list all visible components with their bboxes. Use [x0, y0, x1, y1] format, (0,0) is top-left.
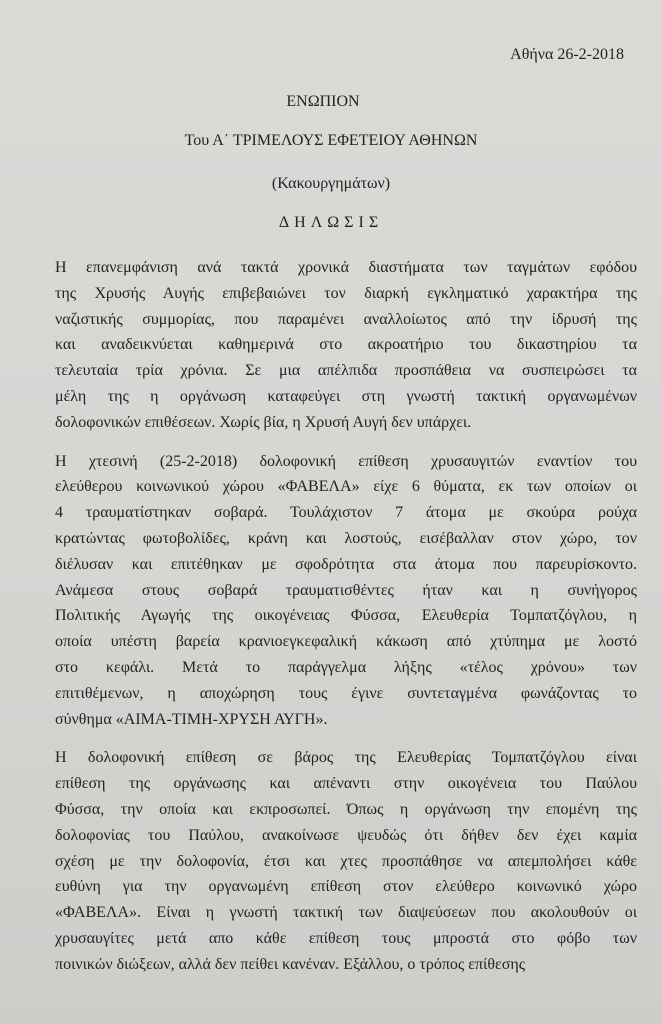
- paragraph-line: 4 τραυματίστηκαν σοβαρά. Τουλάχιστον 7 άτομα με σκούρα ρούχα: [55, 504, 637, 522]
- paragraph: [55, 449, 637, 733]
- paragraph-line: ναζιστικής συμμορίας, που παραμένει αναλλοίωτος από την ίδρυσή της: [55, 310, 637, 328]
- paragraph: [55, 745, 637, 977]
- paragraph-line: κρατώντας φωτοβολίδες, κράνη και λοστούς, εισέβαλλαν στον χώρο, τον: [55, 529, 637, 547]
- heading-court: Του Α΄ ΤΡΙΜΕΛΟΥΣ ΕΦΕΤΕΙΟΥ ΑΘΗΝΩΝ: [184, 132, 478, 149]
- paragraph-line: Η χτεσινή (25-2-2018) δολοφονική επίθεση χρυσαυγιτών εναντίον του: [55, 452, 637, 470]
- paragraph-line: Η δολοφονική επίθεση σε βάρος της Ελευθερίας Τομπατζόγλου είναι: [55, 749, 637, 767]
- paragraph-line: ευθύνη για την οργανωμένη επίθεση στον ελεύθερο κοινωνικό χώρο: [55, 878, 637, 896]
- paragraph-line: Ανάμεσα στους σοβαρά τραυματισθέντες ήταν και η συνήγορος: [55, 581, 637, 599]
- paragraph-line: τελευταία τρία χρόνια. Σε μια απέλπιδα προσπάθεια να συσπειρώσει τα: [55, 362, 637, 380]
- paragraph-line: ελεύθερου κοινωνικού χώρου «ΦΑΒΕΛΑ» είχε 6 θύματα, εκ των οποίων οι: [55, 478, 637, 496]
- document-date: Αθήνα 26-2-2018: [510, 46, 624, 63]
- paragraph-line: Πολιτικής Αγωγής της οικογένειας Φύσσα, Ελευθερία Τομπατζόγλου, η: [55, 607, 637, 625]
- paragraph-line: της Χρυσής Αυγής επιβεβαιώνει τον διαρκή εγκληματικό χαρακτήρα της: [55, 284, 637, 302]
- paragraph-line: διέλυσαν και επιτέθηκαν με σφοδρότητα στα άτομα που παρευρίσκοντο.: [55, 555, 637, 573]
- paragraph-line: μέλη της η οργάνωση καταφεύγει στη γνωστή τακτική οργανωμένων: [55, 387, 637, 405]
- paragraph-line: «ΦΑΒΕΛΑ». Είναι η γνωστή τακτική των διαψεύσεων που ακολουθούν οι: [55, 904, 637, 922]
- paragraph-line: σχέση με την δολοφονία, έτσι και χτες προσπάθησε να απεμπολήσει κάθε: [55, 852, 637, 870]
- paragraph-line: οποία υπέστη βαρεία κρανιοεγκεφαλική κάκωση από χτύπημα με λοστό: [55, 633, 637, 651]
- heading-court-type: (Κακουργημάτων): [271, 175, 391, 192]
- paragraph-line: δολοφονικών επιθέσεων. Χωρίς βία, η Χρυσή Αυγή δεν υπάρχει.: [55, 413, 472, 431]
- paragraph-line: ποινικών διώξεων, αλλά δεν πείθει κανέναν. Εξάλλου, ο τρόπος επίθεσης: [55, 955, 526, 973]
- paragraph-line: σύνθημα «ΑΙΜΑ-ΤΙΜΗ-ΧΡΥΣΗ ΑΥΓΗ».: [55, 710, 328, 728]
- paragraph-line: και αναδεικνύεται καθημερινά στο ακροατήριο του δικαστηρίου τα: [55, 336, 637, 354]
- paragraph-line: Φύσσα, την οποία και εκπροσωπεί. Όπως η οργάνωση την επομένη της: [55, 800, 637, 818]
- paragraph-line: χρυσαυγίτες μετά απο κάθε επίθεση τους μπροστά στο φόβο των: [55, 929, 637, 947]
- paragraph-line: στο κεφάλι. Μετά το παράγγελμα λήξης «τέλος χρόνου» των: [55, 658, 637, 676]
- heading-enopion: ΕΝΩΠΙΟΝ: [286, 93, 360, 110]
- paragraph-line: επιτιθέμενων, η αποχώρηση τους έγινε συντεταγμένα φωνάζοντας το: [55, 684, 637, 702]
- heading-declaration: ΔΗΛΩΣΙΣ: [278, 214, 384, 231]
- document-body: [55, 255, 637, 991]
- paragraph-line: δολοφονίας του Παύλου, ανακοίνωσε ψευδώς ότι δήθεν δεν έχει καμία: [55, 826, 637, 844]
- paragraph-line: Η επανεμφάνιση ανά τακτά χρονικά διαστήματα των ταγμάτων εφόδου: [55, 259, 637, 276]
- paragraph-line: επίθεση της οργάνωσης και απέναντι στην οικογένεια του Παύλου: [55, 775, 637, 793]
- paragraph: [55, 255, 637, 436]
